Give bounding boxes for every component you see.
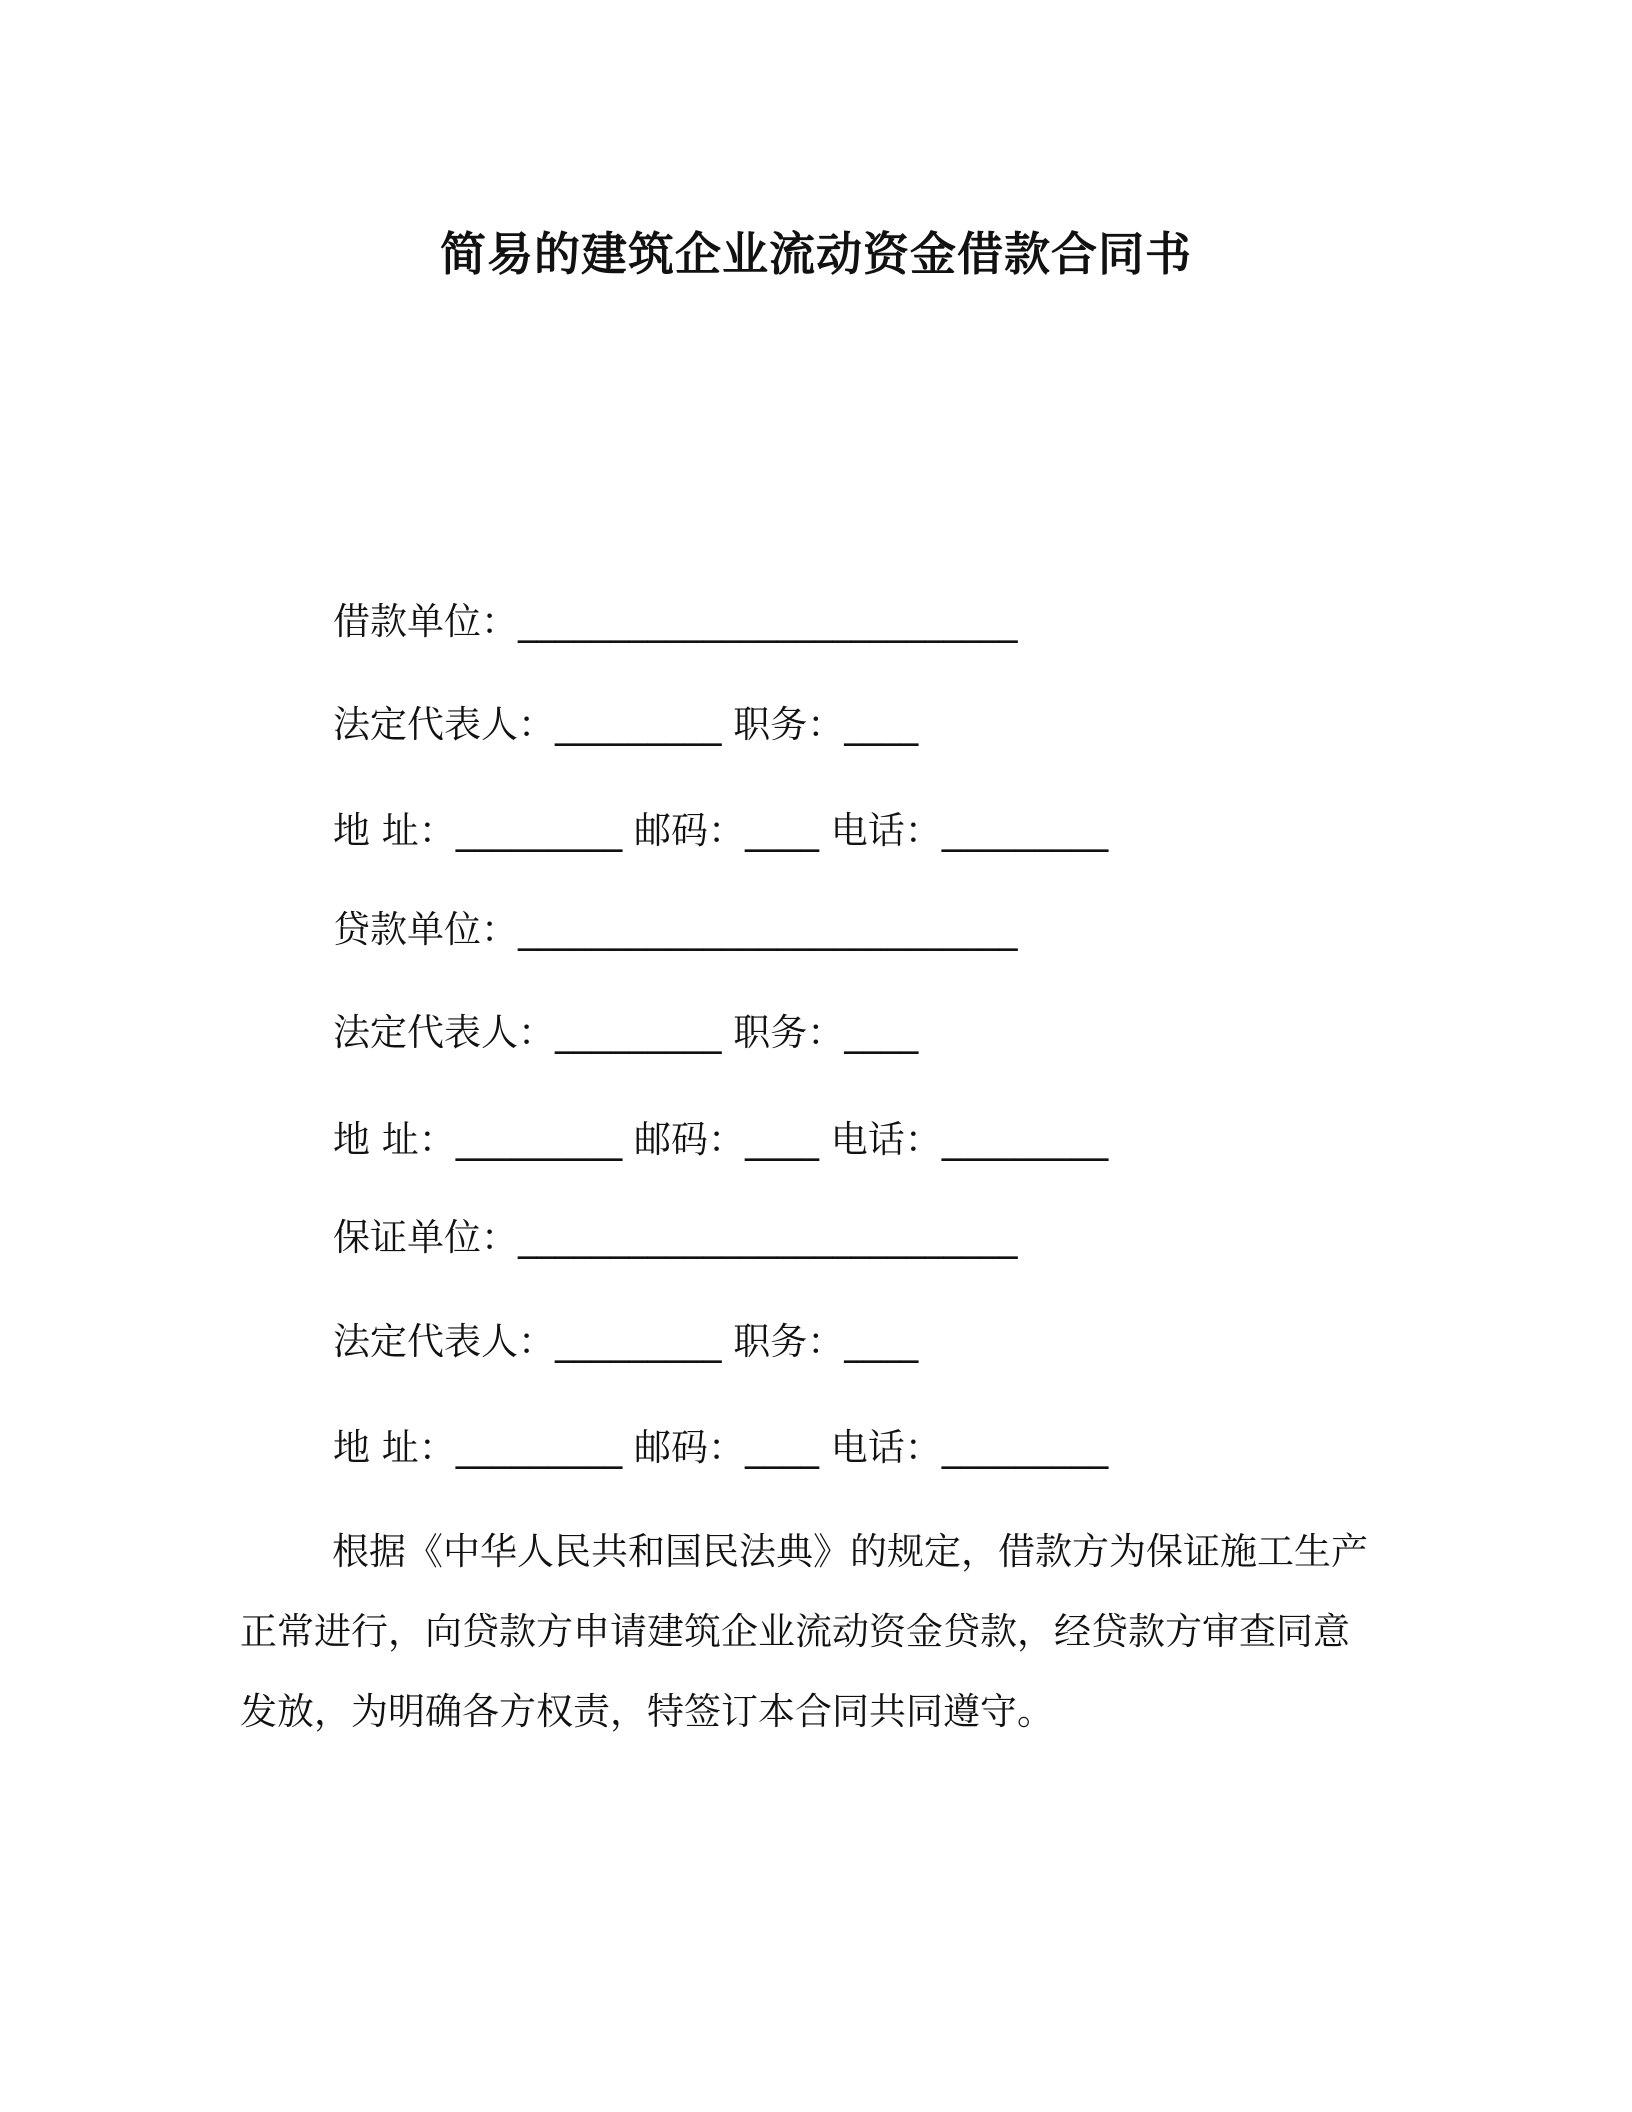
document-title: 简易的建筑企业流动资金借款合同书 [440,227,1192,281]
borrower-representative-line: 法定代表人：_________ 职务：____ [333,703,919,746]
lender-unit-line: 贷款单位：___________________________ [333,908,1018,951]
borrower-unit-line: 借款单位：___________________________ [333,600,1018,643]
lender-representative-line: 法定代表人：_________ 职务：____ [333,1011,919,1054]
guarantor-unit-line: 保证单位：___________________________ [333,1216,1018,1259]
guarantor-address-line: 地 址：_________ 邮码：____ 电话：_________ [333,1426,1109,1469]
borrower-address-line: 地 址：_________ 邮码：____ 电话：_________ [333,809,1109,852]
intro-paragraph [240,1512,1380,1752]
lender-address-line: 地 址：_________ 邮码：____ 电话：_________ [333,1118,1109,1161]
intro-paragraph-text: 根据《中华人民共和国民法典》的规定，借款方为保证施工生产正常进行，向贷款方申请建筑企业流动资金贷款，经贷款方审查同意发放，为明确各方权责，特签订本合同共同遵守。 [240,1530,1368,1733]
guarantor-representative-line: 法定代表人：_________ 职务：____ [333,1320,919,1363]
